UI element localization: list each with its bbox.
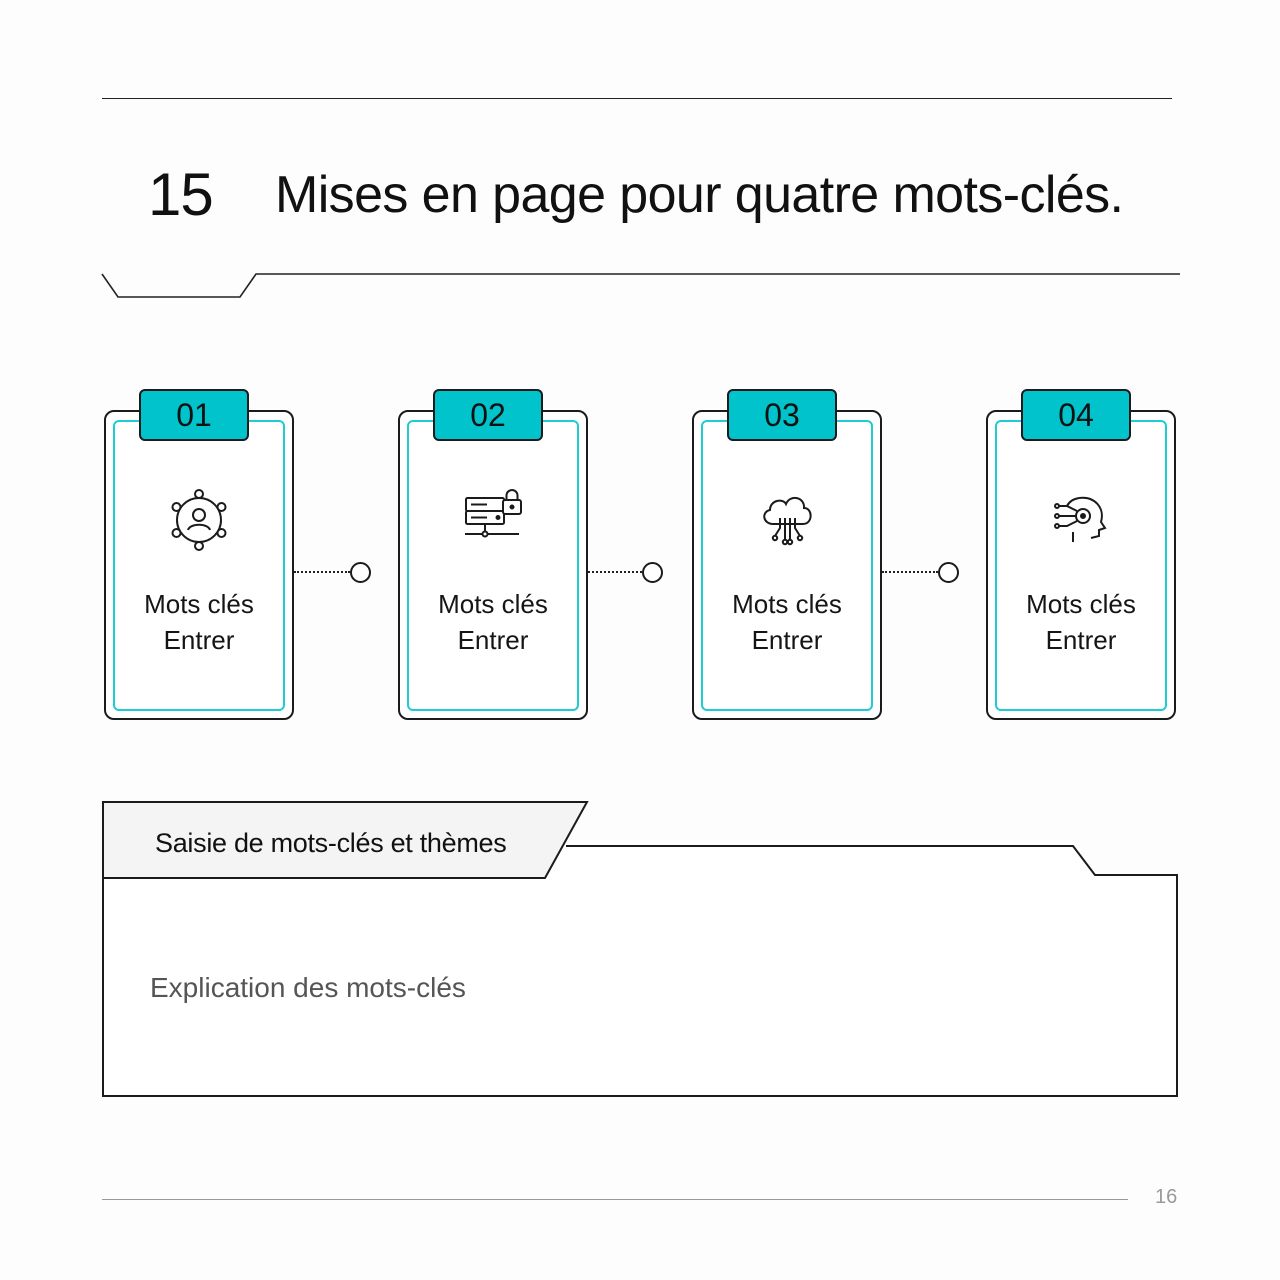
title-underline [100, 268, 1182, 302]
ai-head-icon [1049, 488, 1113, 552]
footer-rule [102, 1199, 1128, 1200]
card-label [398, 586, 588, 658]
card-inner-frame [113, 420, 285, 711]
user-network-icon [167, 488, 231, 552]
card-connector [882, 560, 962, 584]
card-label-line2: Entrer [163, 625, 235, 655]
card-inner-frame [995, 420, 1167, 711]
card-connector [588, 560, 668, 584]
card-label [986, 586, 1176, 658]
cloud-network-icon [755, 488, 819, 552]
explanation-tab-label: Saisie de mots-clés et thèmes [155, 828, 507, 858]
card-number-badge: 03 [727, 389, 837, 441]
section-number: 15 [148, 161, 213, 228]
card-label-line1: Mots clés [144, 589, 254, 619]
card-label-line2: Entrer [457, 625, 529, 655]
card-label-line2: Entrer [751, 625, 823, 655]
header-rule [102, 98, 1172, 99]
card-connector [294, 560, 374, 584]
card-label-line1: Mots clés [1026, 589, 1136, 619]
card-label [104, 586, 294, 658]
card-label-line1: Mots clés [732, 589, 842, 619]
keyword-card-02 [398, 397, 588, 720]
keyword-card-01 [104, 397, 294, 720]
card-label-line2: Entrer [1045, 625, 1117, 655]
card-number-badge: 04 [1021, 389, 1131, 441]
card-inner-frame [407, 420, 579, 711]
secure-server-icon [461, 488, 525, 552]
keyword-card-03 [692, 397, 882, 720]
card-number-badge: 01 [139, 389, 249, 441]
card-inner-frame [701, 420, 873, 711]
explanation-body: Explication des mots-clés [150, 972, 466, 1003]
card-number-badge: 02 [433, 389, 543, 441]
page-number: 16 [1155, 1186, 1178, 1208]
card-label-line1: Mots clés [438, 589, 548, 619]
page-title: Mises en page pour quatre mots-clés. [275, 166, 1124, 224]
card-label [692, 586, 882, 658]
keyword-card-04 [986, 397, 1176, 720]
